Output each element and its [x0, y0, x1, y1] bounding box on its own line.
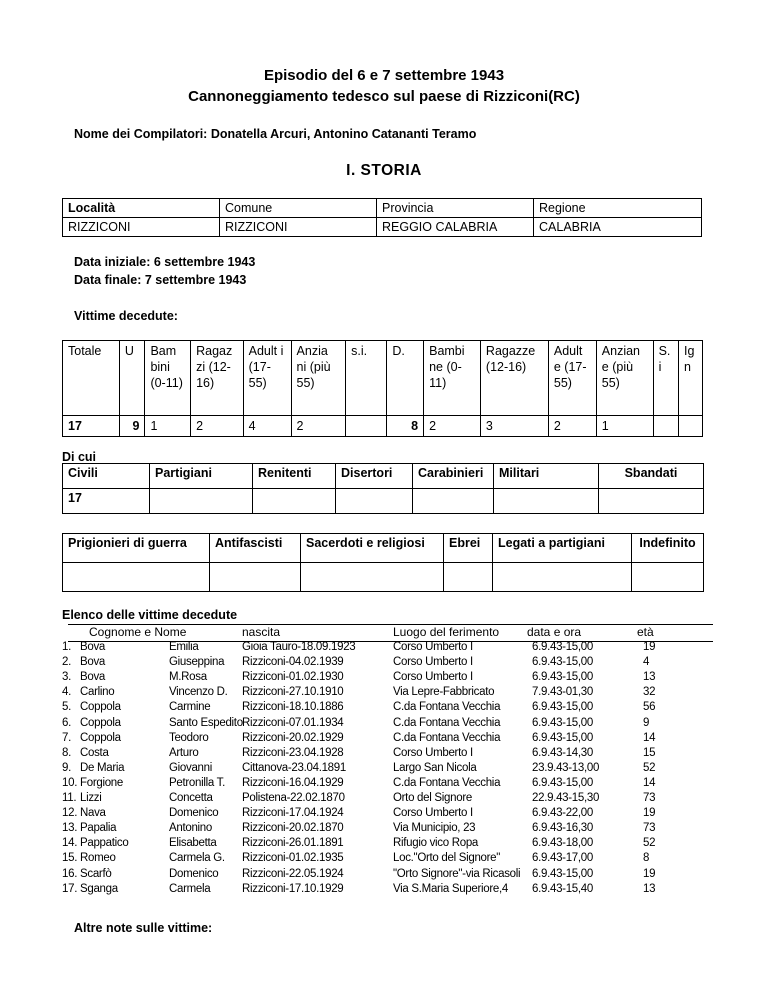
categories-value-row	[63, 563, 704, 592]
victim-age: 19	[643, 641, 656, 653]
column-birth: nascita	[242, 625, 281, 639]
victim-row	[62, 837, 722, 852]
victim-surname: Coppola	[80, 716, 121, 729]
victim-name: Domenico	[169, 807, 219, 820]
categories-header: Indefinito	[632, 534, 704, 563]
victim-birth: Gioia Tauro-18.09.1923	[242, 641, 356, 653]
victim-date: 6.9.43-15,00	[532, 656, 593, 669]
victim-birth: Rizziconi-27.10.1910	[242, 686, 344, 699]
victim-place: Loc."Orto del Signore"	[393, 852, 501, 865]
victim-age: 19	[643, 867, 656, 880]
row-number: 3.	[62, 671, 71, 684]
victim-age: 32	[643, 686, 656, 699]
victim-age: 73	[643, 822, 656, 835]
victim-name: Antonino	[169, 822, 212, 835]
victim-surname: Forgione	[80, 776, 123, 789]
victim-age: 14	[643, 776, 656, 789]
victim-date: 22.9.43-15,30	[532, 792, 600, 804]
victims-value	[679, 416, 703, 437]
dicui-label: Di cui	[62, 450, 97, 464]
victim-surname: Bova	[80, 641, 106, 653]
dicui-header: Disertori	[336, 464, 413, 489]
dicui-header: Militari	[494, 464, 599, 489]
categories-value	[63, 563, 210, 592]
dicui-header: Renitenti	[253, 464, 336, 489]
victims-value: 2	[548, 416, 596, 437]
victims-header: U	[119, 341, 145, 416]
victims-value: 4	[243, 416, 291, 437]
victims-value	[653, 416, 678, 437]
victims-header: Totale	[63, 341, 120, 416]
categories-value	[632, 563, 704, 592]
location-value: RIZZICONI	[63, 218, 220, 237]
victim-date: 6.9.43-16,30	[532, 822, 593, 835]
victim-place: C.da Fontana Vecchia	[393, 776, 501, 789]
victim-place: "Orto Signore"-via Ricasoli	[393, 867, 521, 880]
victims-value	[346, 416, 387, 437]
victim-name: M.Rosa	[169, 671, 207, 684]
victim-place: Corso Umberto I	[393, 671, 473, 684]
victim-surname: Scarfò	[80, 867, 112, 880]
row-number: 8.	[62, 746, 71, 759]
victims-value: 8	[387, 416, 424, 437]
categories-header: Legati a partigiani	[493, 534, 632, 563]
victim-surname: Carlino	[80, 686, 115, 699]
location-value: CALABRIA	[534, 218, 702, 237]
victim-name: Emilia	[169, 641, 199, 653]
column-place: Luogo del ferimento	[393, 625, 500, 639]
victim-row	[62, 717, 722, 732]
column-age: età	[637, 625, 654, 639]
dicui-value	[494, 489, 599, 514]
victim-birth: Rizziconi-20.02.1929	[242, 731, 344, 744]
victim-name: Carmela G.	[169, 852, 225, 865]
victims-value: 3	[480, 416, 548, 437]
dicui-table	[62, 463, 704, 514]
categories-value	[210, 563, 301, 592]
row-number: 5.	[62, 701, 71, 714]
victim-row	[62, 641, 722, 656]
victim-birth: Rizziconi-18.10.1886	[242, 701, 344, 714]
victim-place: Corso Umberto I	[393, 746, 473, 759]
victims-header: s.i.	[346, 341, 387, 416]
row-number: 15.	[62, 852, 78, 865]
section-heading: I. STORIA	[346, 162, 422, 179]
victim-date: 6.9.43-22,00	[532, 807, 593, 820]
location-header: Località	[63, 199, 220, 218]
dicui-value	[150, 489, 253, 514]
victim-name: Concetta	[169, 792, 213, 804]
dicui-header: Sbandati	[599, 464, 704, 489]
victim-row	[62, 732, 722, 747]
victim-surname: Lizzi	[80, 792, 102, 804]
victim-name: Vincenzo D.	[169, 686, 228, 699]
victim-place: Orto del Signore	[393, 792, 472, 804]
location-value: RIZZICONI	[220, 218, 377, 237]
row-number: 10.	[62, 776, 78, 789]
victims-value: 1	[145, 416, 191, 437]
row-number: 4.	[62, 686, 71, 699]
categories-value	[301, 563, 444, 592]
victim-name: Arturo	[169, 746, 199, 759]
victim-age: 19	[643, 807, 656, 820]
victims-header: Ragazze (12-16)	[480, 341, 548, 416]
dicui-value: 17	[63, 489, 150, 514]
victim-birth: Rizziconi-20.02.1870	[242, 822, 344, 835]
victim-age: 13	[643, 671, 656, 684]
victim-date: 6.9.43-15,00	[532, 776, 593, 789]
victim-age: 73	[643, 792, 656, 804]
victim-date: 6.9.43-18,00	[532, 837, 593, 850]
row-number: 16.	[62, 867, 78, 880]
victim-age: 9	[643, 716, 650, 729]
location-header-row	[63, 199, 702, 218]
row-number: 2.	[62, 656, 71, 669]
victim-row	[62, 656, 722, 671]
victim-date: 6.9.43-15,00	[532, 701, 593, 714]
dicui-value	[253, 489, 336, 514]
victim-place: C.da Fontana Vecchia	[393, 701, 501, 714]
victims-value-row	[63, 416, 703, 437]
victim-birth: Rizziconi-17.04.1924	[242, 807, 344, 820]
victim-age: 52	[643, 837, 656, 850]
victims-header: D.	[387, 341, 424, 416]
victims-header: Adult e (17-55)	[548, 341, 596, 416]
victim-date: 6.9.43-17,00	[532, 852, 593, 865]
victim-date: 6.9.43-14,30	[532, 746, 593, 759]
victim-place: Via Lepre-Fabbricato	[393, 686, 495, 699]
document-subtitle: Cannoneggiamento tedesco sul paese di Rizziconi(RC)	[188, 88, 580, 105]
victims-header: Anzian e (più 55)	[596, 341, 653, 416]
victim-row	[62, 747, 722, 762]
victims-header-row	[63, 341, 703, 416]
location-header: Regione	[534, 199, 702, 218]
victims-value: 2	[424, 416, 481, 437]
victims-value: 9	[119, 416, 145, 437]
location-table	[62, 198, 702, 237]
victim-age: 13	[643, 882, 656, 895]
row-number: 9.	[62, 761, 71, 774]
categories-table	[62, 533, 704, 592]
victim-name: Carmine	[169, 701, 211, 714]
victim-row	[62, 852, 722, 867]
dicui-value-row	[63, 489, 704, 514]
categories-header-row	[63, 534, 704, 563]
dicui-header: Partigiani	[150, 464, 253, 489]
victim-age: 15	[643, 746, 656, 759]
victims-label: Vittime decedute:	[74, 309, 178, 323]
victim-surname: Pappatico	[80, 837, 129, 850]
victim-date: 6.9.43-15,40	[532, 882, 593, 895]
victim-age: 8	[643, 852, 650, 865]
victim-row	[62, 671, 722, 686]
victims-header: Adult i (17-55)	[243, 341, 291, 416]
victims-list-header	[68, 624, 713, 642]
victim-surname: Bova	[80, 656, 106, 669]
column-date: data e ora	[527, 625, 582, 639]
document-title: Episodio del 6 e 7 settembre 1943	[263, 67, 505, 84]
victim-birth: Rizziconi-26.01.1891	[242, 837, 344, 850]
victim-place: Via S.Maria Superiore,4	[393, 882, 508, 895]
victim-place: C.da Fontana Vecchia	[393, 731, 501, 744]
row-number: 14.	[62, 837, 78, 850]
victim-age: 14	[643, 731, 656, 744]
categories-header: Ebrei	[444, 534, 493, 563]
victim-date: 6.9.43-15,00	[532, 671, 593, 684]
location-header: Comune	[220, 199, 377, 218]
location-value: REGGIO CALABRIA	[377, 218, 534, 237]
dicui-value	[413, 489, 494, 514]
victim-age: 56	[643, 701, 656, 714]
victim-surname: Costa	[80, 746, 109, 759]
compilers-line: Nome dei Compilatori: Donatella Arcuri, Antonino Catananti Teramo	[74, 127, 477, 141]
location-header: Provincia	[377, 199, 534, 218]
victim-date: 6.9.43-15,00	[532, 641, 593, 653]
victim-birth: Rizziconi-07.01.1934	[242, 716, 344, 729]
dicui-value	[336, 489, 413, 514]
categories-header: Antifascisti	[210, 534, 301, 563]
victims-value: 2	[191, 416, 244, 437]
victims-header: Bambi ne (0-11)	[424, 341, 481, 416]
victim-birth: Rizziconi-01.02.1935	[242, 852, 344, 865]
victims-value: 2	[291, 416, 346, 437]
victim-birth: Rizziconi-17.10.1929	[242, 882, 344, 895]
victim-surname: Sganga	[80, 882, 118, 895]
victim-name: Petronilla T.	[169, 776, 225, 789]
dicui-header: Civili	[63, 464, 150, 489]
dicui-header-row	[63, 464, 704, 489]
victim-surname: De Maria	[80, 761, 125, 774]
categories-value	[493, 563, 632, 592]
victim-name: Teodoro	[169, 731, 209, 744]
victim-place: Corso Umberto I	[393, 641, 473, 653]
victim-row	[62, 792, 722, 807]
categories-header: Prigionieri di guerra	[63, 534, 210, 563]
victim-surname: Bova	[80, 671, 106, 684]
victims-header: Ig n	[679, 341, 703, 416]
victims-header: Bam bini (0-11)	[145, 341, 191, 416]
dicui-header: Carabinieri	[413, 464, 494, 489]
victim-name: Elisabetta	[169, 837, 217, 850]
dicui-value	[599, 489, 704, 514]
victim-surname: Coppola	[80, 731, 121, 744]
victim-date: 6.9.43-15,00	[532, 731, 593, 744]
victim-row	[62, 701, 722, 716]
categories-header: Sacerdoti e religiosi	[301, 534, 444, 563]
victim-place: Rifugio vico Ropa	[393, 837, 479, 850]
victim-birth: Rizziconi-04.02.1939	[242, 656, 344, 669]
victim-place: Via Municipio, 23	[393, 822, 476, 835]
victim-birth: Rizziconi-01.02.1930	[242, 671, 344, 684]
victim-row	[62, 686, 722, 701]
victim-place: Corso Umberto I	[393, 656, 473, 669]
column-name: Cognome e Nome	[89, 625, 187, 639]
row-number: 6.	[62, 716, 71, 729]
victim-place: C.da Fontana Vecchia	[393, 716, 501, 729]
victim-name: Giuseppina	[169, 656, 225, 669]
victim-row	[62, 762, 722, 777]
victims-value: 1	[596, 416, 653, 437]
victim-birth: Rizziconi-23.04.1928	[242, 746, 344, 759]
victim-row	[62, 777, 722, 792]
victim-surname: Coppola	[80, 701, 121, 714]
victim-birth: Rizziconi-22.05.1924	[242, 867, 344, 880]
victims-header: Anzia ni (più 55)	[291, 341, 346, 416]
victim-birth: Cittanova-23.04.1891	[242, 761, 346, 774]
victim-row	[62, 822, 722, 837]
victim-date: 23.9.43-13,00	[532, 761, 600, 774]
row-number: 7.	[62, 731, 71, 744]
victim-row	[62, 807, 722, 822]
victim-birth: Rizziconi-16.04.1929	[242, 776, 344, 789]
victim-name: Carmela	[169, 882, 211, 895]
victim-place: Corso Umberto I	[393, 807, 473, 820]
victims-header: S. i	[653, 341, 678, 416]
victim-date: 6.9.43-15,00	[532, 716, 593, 729]
row-number: 1.	[62, 641, 71, 653]
location-value-row	[63, 218, 702, 237]
victim-row	[62, 868, 722, 883]
victim-date: 6.9.43-15,00	[532, 867, 593, 880]
victims-header: Ragaz zi (12-16)	[191, 341, 244, 416]
row-number: 12.	[62, 807, 78, 820]
victims-list-label: Elenco delle vittime decedute	[62, 608, 238, 622]
victim-surname: Papalia	[80, 822, 117, 835]
victim-name: Domenico	[169, 867, 219, 880]
notes-label: Altre note sulle vittime:	[74, 921, 213, 935]
victim-age: 4	[643, 656, 650, 669]
victim-date: 7.9.43-01,30	[532, 686, 593, 699]
victim-name: Santo Espedito	[169, 716, 243, 729]
row-number: 13.	[62, 822, 78, 835]
victim-row	[62, 883, 722, 898]
row-number: 17.	[62, 882, 78, 895]
victim-age: 52	[643, 761, 656, 774]
victims-value: 17	[63, 416, 120, 437]
victims-summary-table	[62, 340, 703, 437]
end-date: Data finale: 7 settembre 1943	[74, 273, 247, 287]
categories-value	[444, 563, 493, 592]
start-date: Data iniziale: 6 settembre 1943	[74, 255, 256, 269]
victim-surname: Nava	[80, 807, 106, 820]
victim-birth: Polistena-22.02.1870	[242, 792, 345, 804]
victim-name: Giovanni	[169, 761, 212, 774]
victim-surname: Romeo	[80, 852, 116, 865]
victim-place: Largo San Nicola	[393, 761, 477, 774]
row-number: 11.	[62, 792, 77, 804]
